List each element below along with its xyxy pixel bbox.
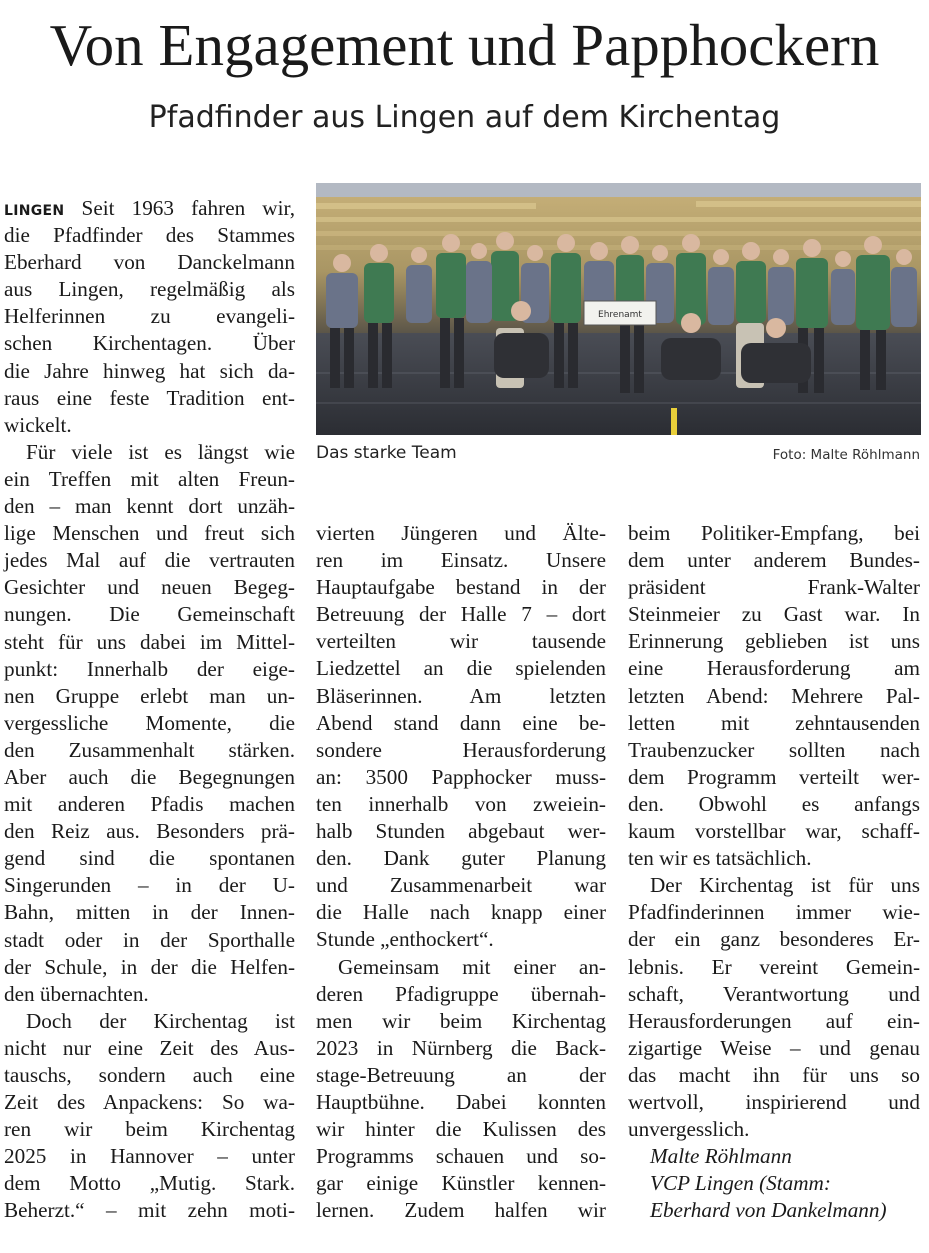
text-line: ein Treffen mit alten Freun- (4, 466, 295, 491)
text-line: dem unter anderem Bundes- (628, 548, 920, 573)
photo-sign-text: Ehrenamt (598, 310, 642, 320)
text-line: Bläserinnen. Am letzten (316, 683, 606, 708)
text-line: punkt: Innerhalb der eige- (4, 656, 295, 681)
text-line: der Schule, in der die Helfen- (4, 954, 295, 979)
photo-credit: Foto: Malte Röhlmann (772, 447, 920, 463)
text-line: Beherzt.“ – mit zehn moti- (4, 1198, 295, 1223)
text-line: Helferinnen zu evangeli- (4, 304, 295, 329)
text-line: Liedzettel an die spielenden (316, 656, 606, 681)
text-line: letzten Abend: Mehrere Pal- (628, 683, 920, 708)
text-line: jedes Mal auf die vertrauten (4, 548, 295, 573)
text-line: den – man kennt dort unzäh- (4, 494, 295, 519)
subheadline: Pfadfinder aus Lingen auf dem Kirchentag (148, 100, 781, 135)
text-line: wickelt. (4, 412, 72, 437)
text-line: vergessliche Momente, die (4, 710, 295, 735)
author-name: Malte Röhlmann (650, 1144, 792, 1169)
text-line: men wir beim Kirchentag (316, 1008, 606, 1033)
text-line: die Pfadfinder des Stammes (4, 223, 295, 248)
text-line: Stunde „enthockert“. (316, 927, 494, 952)
text-line: Der Kirchentag ist für uns (650, 873, 920, 898)
text-line: beim Politiker-Empfang, bei (628, 521, 920, 545)
text-line: tauschs, sondern auch eine (4, 1063, 295, 1087)
text-line: Herausforderungen auf ein- (628, 1008, 920, 1033)
text-line: ren wir beim Kirchentag (4, 1117, 295, 1142)
text-line: Programms schauen und so- (316, 1144, 606, 1169)
text-line: unvergesslich. (628, 1117, 750, 1142)
author-affiliation: Eberhard von Dankelmann) (650, 1198, 887, 1223)
text-line: vierten Jüngeren und Älte- (316, 521, 606, 545)
text-line: gar einige Künstler kennen- (316, 1171, 606, 1196)
text-line: Bahn, mitten in der Innen- (4, 900, 295, 925)
photo-caption: Das starke Team (316, 443, 457, 463)
text-line: ten wir es tatsächlich. (628, 846, 812, 871)
text-line: Eberhard von Danckelmann (4, 250, 295, 275)
text-line: nen Gruppe erlebt man un- (4, 683, 295, 708)
text-line: Für viele ist es längst wie (26, 439, 295, 464)
text-line: dem Programm verteilt wer- (628, 764, 920, 789)
article-column-1 (4, 195, 295, 1225)
text-line: Aber auch die Begegnungen (4, 764, 295, 789)
article-column-2 (316, 520, 606, 1224)
text-line: Zeit des Anpackens: So wa- (4, 1090, 295, 1115)
text-line: schaft, Verantwortung und (628, 981, 920, 1006)
text-line: 2025 in Hannover – unter (4, 1144, 295, 1169)
text-line: stage-Betreuung an der (316, 1062, 606, 1087)
text-line: die Halle nach knapp einer (316, 900, 606, 925)
text-line: zigartige Weise – und genau (628, 1035, 920, 1060)
text-line: den Zusammenhalt stärken. (4, 737, 295, 762)
text-line: 2023 in Nürnberg die Back- (316, 1035, 606, 1060)
text-line: Betreuung der Halle 7 – dort (316, 602, 606, 627)
text-line: Gemeinsam mit einer an- (338, 954, 606, 979)
text-line: lebnis. Er vereint Gemein- (628, 954, 920, 979)
text-line: Hauptaufgabe bestand in der (316, 575, 606, 600)
text-line: eine Herausforderung am (628, 656, 920, 681)
text-line: Pfadfinderinnen immer wie- (628, 900, 920, 925)
text-line: ren im Einsatz. Unsere (316, 548, 606, 573)
text-line: steht für uns dabei im Mittel- (4, 629, 295, 654)
text-line: sondere Herausforderung (316, 737, 606, 762)
text-line: wertvoll, inspirierend und (628, 1089, 920, 1114)
text-line: das macht ihn für uns so (628, 1062, 920, 1087)
text-line: gend sind die spontanen (4, 846, 295, 871)
text-line: Traubenzucker sollten nach (628, 737, 920, 762)
text-line: halb Stunden abgebaut wer- (316, 819, 606, 844)
text-line: präsident Frank-Walter (628, 575, 920, 600)
text-line: Abend stand dann eine be- (316, 710, 606, 735)
text-line: aus Lingen, regelmäßig als (4, 277, 295, 302)
text-line: kaum vorstellbar war, schaff- (628, 819, 920, 844)
text-line: die Jahre hinweg hat sich da- (4, 358, 295, 383)
text-line: mit anderen Pfadis machen (4, 792, 295, 817)
text-line: verteilten wir tausende (316, 629, 606, 654)
text-line: den übernachten. (4, 981, 149, 1006)
dateline: LINGEN (4, 203, 65, 219)
text-line-content: Seit 1963 fahren wir, (64, 196, 295, 220)
text-line: stadt oder in der Sporthalle (4, 927, 295, 952)
author-affiliation: VCP Lingen (Stamm: (650, 1171, 831, 1196)
text-line: Erinnerung geblieben ist uns (628, 629, 920, 654)
text-line: lernen. Zudem halfen wir (316, 1198, 606, 1223)
text-line: dem Motto „Mutig. Stark. (4, 1171, 295, 1196)
headline: Von Engagement und Papphockern (49, 12, 880, 78)
text-line: ten innerhalb von zweiein- (316, 791, 606, 816)
text-line: den Reiz aus. Besonders prä- (4, 819, 295, 844)
text-line: nicht nur eine Zeit des Aus- (4, 1035, 295, 1060)
text-line: deren Pfadigruppe übernah- (316, 981, 606, 1006)
text-line: schen Kirchentagen. Über (4, 331, 295, 356)
team-photo (316, 183, 921, 435)
text-line: Singerunden – in der U- (4, 873, 295, 898)
text-line: raus eine feste Tradition ent- (4, 385, 295, 410)
text-line: der ein ganz besonderes Er- (628, 927, 920, 952)
text-line (4, 195, 295, 222)
text-line: Hauptbühne. Dabei konnten (316, 1089, 606, 1114)
text-line: lige Menschen und freut sich (4, 521, 295, 546)
text-line: letten mit zehntausenden (628, 710, 920, 735)
article-column-3 (628, 520, 920, 1224)
text-line: und Zusammenarbeit war (316, 873, 606, 898)
text-line: nungen. Die Gemeinschaft (4, 602, 295, 627)
text-line: an: 3500 Papphocker muss- (316, 764, 606, 789)
text-line: den. Obwohl es anfangs (628, 791, 920, 816)
text-line: Gesichter und neuen Begeg- (4, 575, 295, 600)
text-line: Doch der Kirchentag ist (26, 1008, 295, 1033)
text-line: den. Dank guter Planung (316, 846, 606, 871)
text-line: wir hinter die Kulissen des (316, 1117, 606, 1142)
text-line: Steinmeier zu Gast war. In (628, 602, 920, 627)
